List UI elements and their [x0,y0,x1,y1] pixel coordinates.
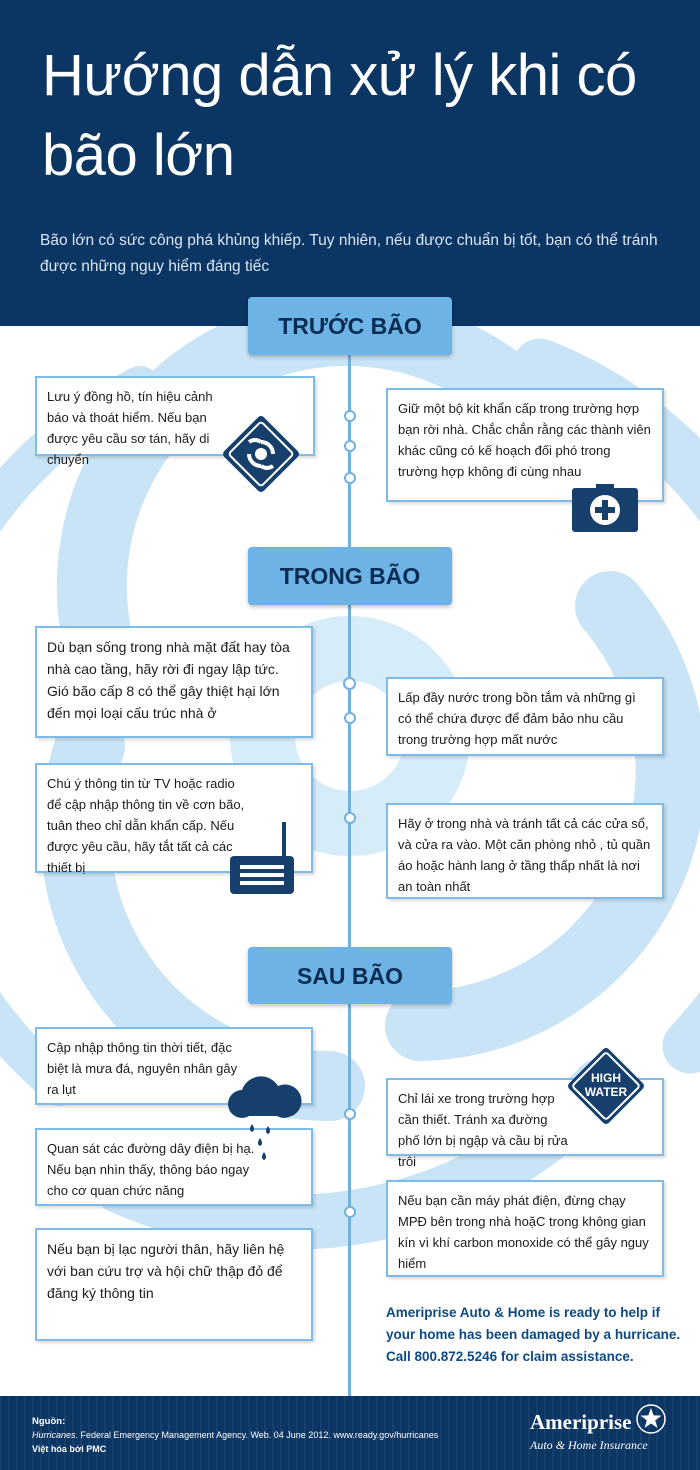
claim-assistance-text [386,1302,686,1368]
brand-logo-text: Ameriprise [530,1410,632,1434]
first-aid-icon [572,484,638,532]
card-before-left: Lưu ý đồng hồ, tín hiệu cảnh báo và thoát hiểm. Nếu bạn được yêu cầu sơ tán, hãy di chuyển [35,376,315,456]
timeline-node [344,440,356,452]
rain-cloud-icon [222,1070,302,1162]
timeline-node [344,812,356,824]
card-after-left-1: Cập nhập thông tin thời tiết, đặc biệt là mưa đá, nguyên nhân gây ra lụt [35,1027,313,1105]
card-before-right: Giữ một bộ kit khẩn cấp trong trường hợp bạn rời nhà. Chắc chắn rằng các thành viên khác cũng có kế hoạch đối phó trong trường hợp không đi cùng nhau [386,388,664,502]
high-water-line2: WATER [584,1085,628,1099]
timeline-node [344,712,356,724]
source-label: Nguồn: [32,1416,66,1427]
high-water-line1: HIGH [591,1071,621,1085]
section-during: TRONG BÃO [248,547,452,605]
footer [0,1396,700,1470]
brand-subtitle: Auto & Home Insurance [530,1438,648,1452]
card-during-right-2: Hãy ở trong nhà và tránh tất cả các cửa sổ, và cửa ra vào. Một căn phòng nhỏ , tủ quần áo hoặc hành lang ở tầng thấp nhất là nơi an toàn nhất [386,803,664,899]
timeline-node [344,1108,356,1120]
section-before: TRƯỚC BÃO [248,297,452,355]
header [0,0,700,326]
card-after-left-3: Nếu bạn bị lạc người thân, hãy liên hệ với ban cứu trợ và hội chữ thập đỏ để đăng ký thông tin [35,1228,313,1341]
source-title: Hurricanes [32,1430,76,1440]
card-after-right-2: Nếu bạn cần máy phát điện, đừng chạy MPĐ bên trong nhà hoặC trong không gian kín vì khí carbon monoxide có thể gây nguy hiểm [386,1180,664,1277]
card-during-left-2: Chú ý thông tin từ TV hoặc radio để cập nhập thông tin về cơn bão, tuân theo chỉ dẫn khẩn cấp. Nếu được yêu cầu, hãy tắt tất cả các thiết bị [35,763,313,873]
timeline-node [344,1206,356,1218]
high-water-sign-icon [560,1040,652,1132]
card-during-left-1: Dù bạn sống trong nhà mặt đất hay tòa nhà cao tầng, hãy rời đi ngay lập tức. Gió bão cấp 8 có thể gây thiệt hại lớn đến mọi loại cấu trúc nhà ở [35,626,313,738]
timeline-line [348,350,351,1396]
radio-icon [226,820,298,896]
card-after-left-2: Quan sát các đường dây điện bị hạ. Nếu bạn nhìn thấy, thông báo ngay cho cơ quan chức năng [35,1128,313,1206]
card-during-right-1: Lấp đầy nước trong bồn tắm và những gì có thể chứa được để đảm bảo nhu cầu trong trường hợp mất nước [386,677,664,756]
timeline-node [343,677,356,690]
timeline-node [344,472,356,484]
card-after-right-1: Chỉ lái xe trong trường hợp cần thiết. Tránh xa đường phố lớn bị ngập và cầu bị rửa trôi [386,1078,664,1156]
hurricane-icon [219,412,303,496]
cta-line-1: Ameriprise Auto & Home is ready to help if [386,1305,661,1320]
source-details: . Federal Emergency Management Agency. Web. 04 June 2012. www.ready.gov/hurricanes [75,1430,439,1440]
timeline-node [344,410,356,422]
cta-line-2: your home has been damaged by a hurricane. [386,1327,681,1342]
translated-by: Việt hóa bởi PMC [32,1444,107,1454]
section-after: SAU BÃO [248,947,452,1004]
source-citation [32,1430,438,1440]
cta-line-3: Call 800.872.5246 for claim assistance. [386,1349,634,1364]
page-title: Hướng dẫn xử lý khi có bão lớn [42,43,637,188]
ameriprise-star-icon [636,1404,666,1434]
page-subtitle: Bão lớn có sức công phá khủng khiếp. Tuy nhiên, nếu được chuẩn bị tốt, bạn có thể tránh được những nguy hiểm đáng tiếc [40,232,658,275]
